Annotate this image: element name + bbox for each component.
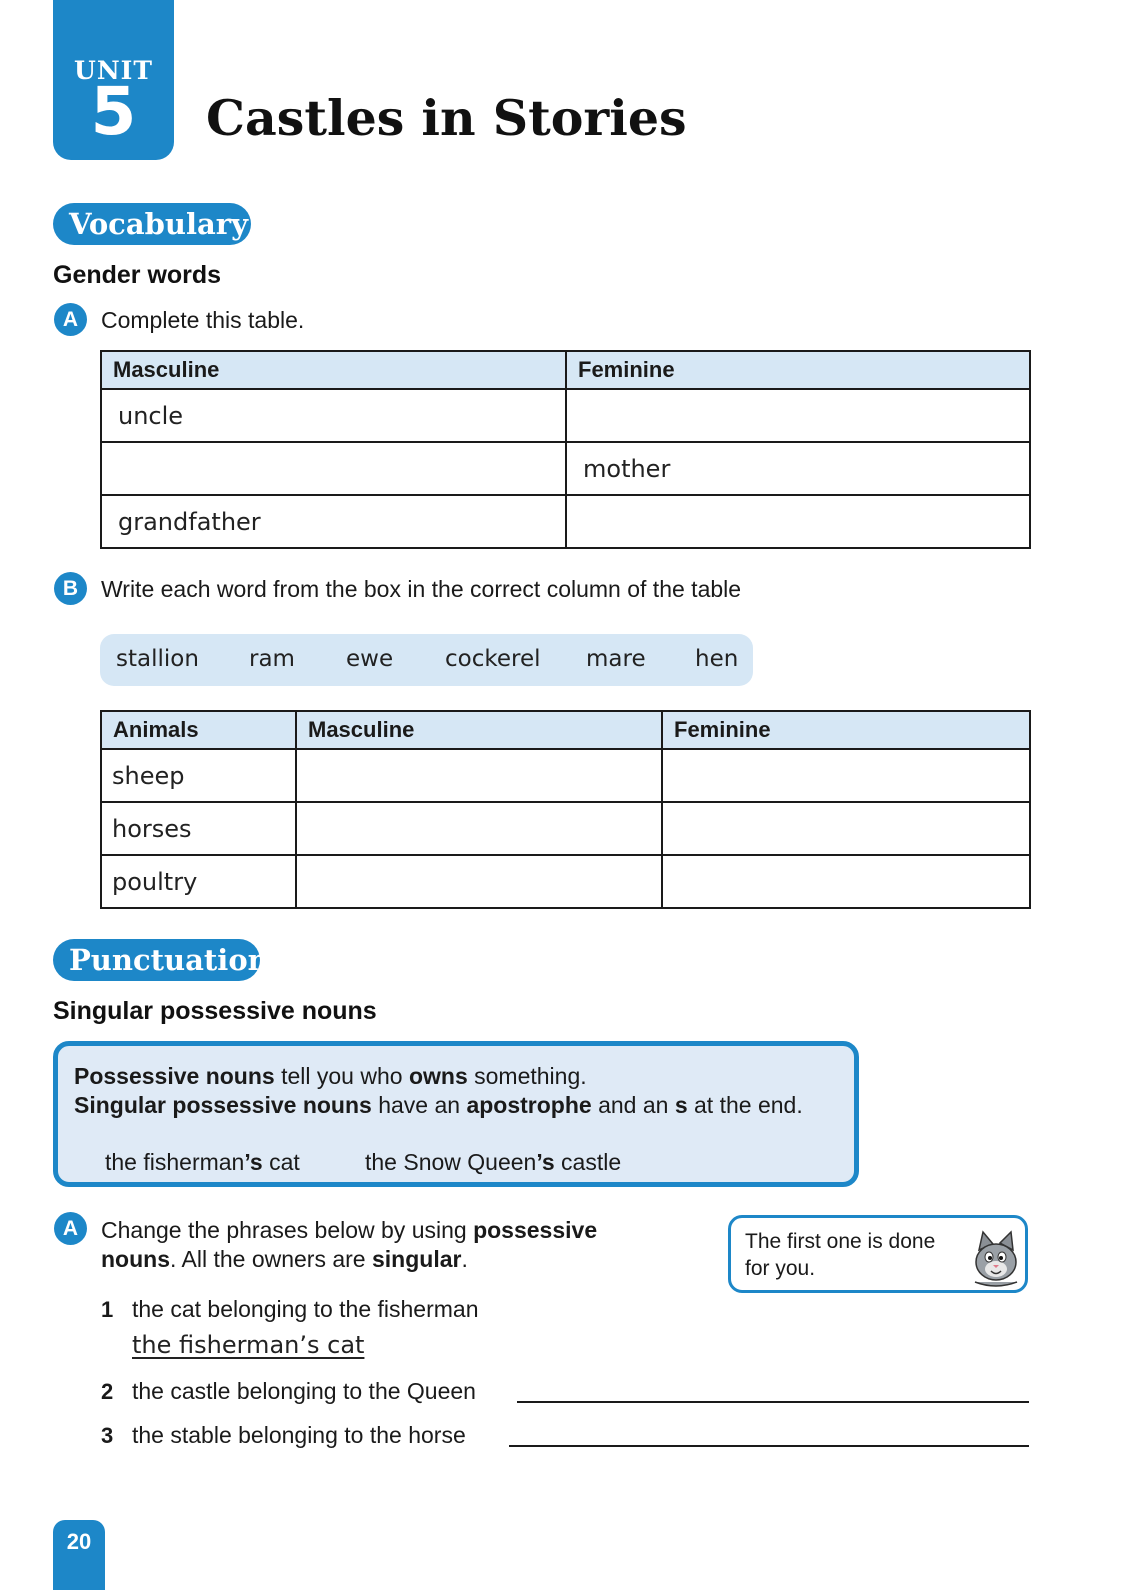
unit-number: 5 xyxy=(90,73,137,150)
table-row xyxy=(101,855,1030,908)
table-row xyxy=(101,442,1030,495)
activity-b-marker: B xyxy=(54,572,87,605)
cell-feminine: mother xyxy=(566,442,1030,495)
gender-table xyxy=(100,350,1031,549)
cell-masculine: uncle xyxy=(101,389,566,442)
rule-text: have an xyxy=(371,1092,467,1118)
header-feminine: Feminine xyxy=(566,351,1030,389)
table-header-row xyxy=(101,351,1030,389)
example-text: the fisherman xyxy=(105,1149,245,1175)
punctuation-section-label: Punctuation xyxy=(53,939,260,981)
punctuation-instruction-line-2 xyxy=(101,1246,468,1273)
rule-text: tell you who xyxy=(274,1063,409,1089)
rule-line-1 xyxy=(74,1063,587,1090)
table-row xyxy=(101,495,1030,548)
rule-line-2 xyxy=(74,1092,803,1119)
activity-b-instruction: Write each word from the box in the correct column of the table xyxy=(101,576,742,602)
hint-box xyxy=(728,1215,1028,1293)
question-text: the castle belonging to the Queen xyxy=(132,1378,476,1404)
hint-text: The first one is done for you. xyxy=(745,1230,936,1280)
cell-animal: poultry xyxy=(101,855,296,908)
sample-answer: the fisherman’s cat xyxy=(132,1331,365,1359)
cell-feminine-input[interactable] xyxy=(662,749,1030,802)
rule-text: something. xyxy=(467,1063,587,1089)
header-animals: Animals xyxy=(101,711,296,749)
example-apostrophe: ’s xyxy=(244,1149,263,1175)
cell-animal: horses xyxy=(101,802,296,855)
animals-table xyxy=(100,710,1031,909)
instruction-term: possessive xyxy=(473,1217,598,1243)
cell-feminine-input[interactable] xyxy=(662,802,1030,855)
instruction-text: . xyxy=(461,1246,468,1272)
rule-text: and an xyxy=(591,1092,675,1118)
rule-term: apostrophe xyxy=(466,1092,592,1118)
cell-feminine-input[interactable] xyxy=(566,495,1030,548)
instruction-term: singular xyxy=(372,1246,462,1272)
word-box-item: ewe xyxy=(346,646,394,672)
word-box-item: ram xyxy=(249,646,295,672)
punctuation-instruction-line-1 xyxy=(101,1217,597,1244)
table-row xyxy=(101,749,1030,802)
vocabulary-section-label: Vocabulary xyxy=(53,203,251,245)
page-title: Castles in Stories xyxy=(206,89,687,147)
cell-feminine-input[interactable] xyxy=(662,855,1030,908)
example-apostrophe: ’s xyxy=(536,1149,555,1175)
cell-masculine-input[interactable] xyxy=(101,442,566,495)
word-box-item: cockerel xyxy=(445,646,541,672)
example-text: cat xyxy=(262,1149,300,1175)
header-feminine: Feminine xyxy=(662,711,1030,749)
table-header-row xyxy=(101,711,1030,749)
cell-masculine-input[interactable] xyxy=(296,855,662,908)
rule-term: owns xyxy=(408,1063,468,1089)
cell-animal: sheep xyxy=(101,749,296,802)
cell-feminine-input[interactable] xyxy=(566,389,1030,442)
table-row xyxy=(101,389,1030,442)
rule-box xyxy=(53,1041,859,1187)
cell-masculine-input[interactable] xyxy=(296,749,662,802)
question-number: 3 xyxy=(101,1423,114,1448)
answer-line[interactable] xyxy=(509,1445,1029,1447)
word-box xyxy=(100,634,753,686)
unit-label: UNIT xyxy=(74,56,153,85)
example-2 xyxy=(365,1149,621,1176)
question-number: 1 xyxy=(101,1297,114,1322)
word-box-item: mare xyxy=(586,646,646,672)
word-box-item: hen xyxy=(695,646,739,672)
question-text: the stable belonging to the horse xyxy=(132,1422,466,1448)
header-masculine: Masculine xyxy=(101,351,566,389)
activity-a-instruction: Complete this table. xyxy=(101,307,305,333)
punctuation-activity-a-marker: A xyxy=(54,1212,87,1245)
cell-masculine-input[interactable] xyxy=(296,802,662,855)
cat-icon xyxy=(969,1230,1023,1288)
instruction-term: nouns xyxy=(101,1246,170,1272)
rule-term: Singular possessive nouns xyxy=(74,1092,372,1118)
instruction-text: Change the phrases below by using xyxy=(101,1217,474,1243)
cell-masculine: grandfather xyxy=(101,495,566,548)
example-text: the Snow Queen xyxy=(365,1149,537,1175)
page-number: 20 xyxy=(53,1520,105,1590)
rule-text: at the end. xyxy=(687,1092,803,1118)
instruction-text: . All the owners are xyxy=(170,1246,372,1272)
example-1 xyxy=(105,1149,300,1176)
possessive-nouns-heading: Singular possessive nouns xyxy=(53,997,377,1025)
unit-tab xyxy=(53,0,174,160)
answer-line[interactable] xyxy=(517,1401,1029,1403)
question-text: the cat belonging to the fisherman xyxy=(132,1296,479,1322)
example-text: castle xyxy=(554,1149,622,1175)
gender-words-heading: Gender words xyxy=(53,261,222,289)
activity-a-marker: A xyxy=(54,303,87,336)
rule-term: Possessive nouns xyxy=(74,1063,275,1089)
table-row xyxy=(101,802,1030,855)
word-box-item: stallion xyxy=(116,646,199,672)
rule-term: s xyxy=(674,1092,688,1118)
question-number: 2 xyxy=(101,1379,114,1404)
header-masculine: Masculine xyxy=(296,711,662,749)
